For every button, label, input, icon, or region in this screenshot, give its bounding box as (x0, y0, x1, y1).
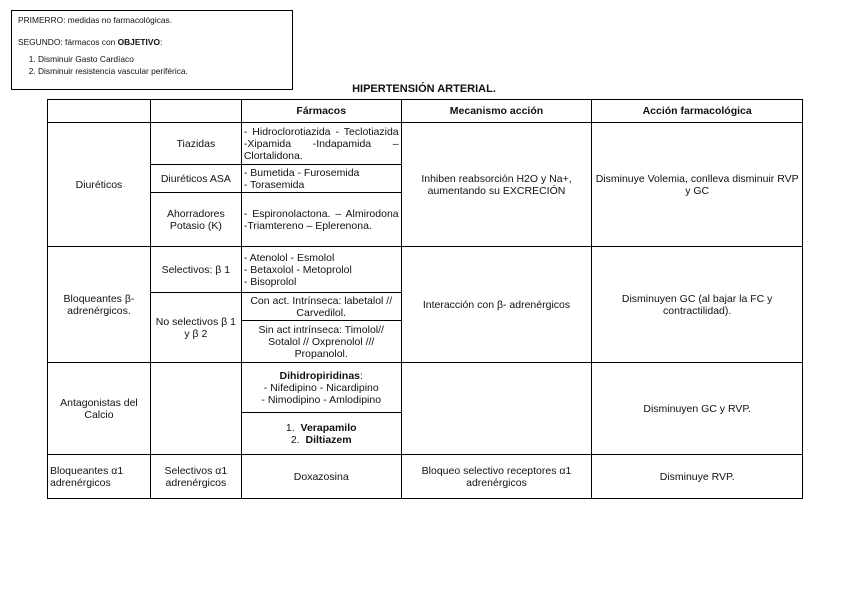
group-beta: Bloqueantes β-adrenérgicos. (48, 247, 151, 363)
note-second-suffix: : (159, 37, 163, 47)
header-row (48, 100, 803, 123)
drugs-con-act: Con act. Intrínseca: labetalol // Carvedilol. (241, 293, 401, 321)
drugs-calcio-others (241, 413, 401, 455)
mecanismo-alfa: Bloqueo selectivo receptores α1 adrenérgicos (401, 455, 592, 499)
header-farmacos: Fármacos (241, 100, 401, 123)
group-alfa: Bloqueantes α1 adrenérgicos (48, 455, 151, 499)
note-second-bold: OBJETIVO (117, 37, 160, 47)
drugs-selectivos-beta (241, 247, 401, 293)
drugs-asa-line-2: - Torasemida (243, 178, 305, 191)
dhp-line-1: - Nifedipino - Nicardipino (263, 381, 379, 394)
note-objective-2: 2. Disminuir resistencia vascular periférica. (38, 66, 286, 77)
table-row (48, 455, 803, 499)
notes-box (11, 10, 293, 90)
drugs-alfa: Doxazosina (241, 455, 401, 499)
dhp-title-colon: : (360, 369, 363, 382)
calcio-other-2 (244, 434, 399, 446)
drugs-asa-line-1: - Bumetida - Furosemida (243, 166, 360, 179)
group-diureticos: Diuréticos (48, 123, 151, 247)
drugs-tiazidas: - Hidroclorotiazida - Teclotiazida -Xipamida -Indapamida – Clortalidona. (241, 123, 401, 165)
note-first: PRIMERRO: medidas no farmacológicas. (18, 15, 173, 25)
dhp-title (244, 370, 399, 382)
hypertension-table (47, 99, 803, 499)
subgroup-calcio-empty (150, 363, 241, 455)
calcio-other-1-number: 1. (285, 421, 295, 434)
calcio-other-2-name: Diltiazem (305, 433, 352, 446)
subgroup-alfa: Selectivos α1 adrenérgicos (150, 455, 241, 499)
group-calcio: Antagonistas del Calcio (48, 363, 151, 455)
calcio-other-1-name: Verapamilo (300, 421, 357, 434)
calcio-other-1 (244, 422, 399, 434)
accion-diureticos: Disminuye Volemia, conlleva disminuir RVP y GC (592, 123, 803, 247)
subgroup-asa: Diuréticos ASA (150, 165, 241, 193)
mecanismo-beta: Interacción con β- adrenérgicos (401, 247, 592, 363)
drugs-dhp (241, 363, 401, 413)
drugs-selectivos-line-1: - Atenolol - Esmolol (243, 251, 335, 264)
accion-alfa: Disminuye RVP. (592, 455, 803, 499)
note-second-prefix: SEGUNDO: fármacos con (18, 37, 118, 47)
dhp-line-2: - Nimodipino - Amlodipino (261, 393, 382, 406)
table-row (48, 363, 803, 413)
table-row (48, 123, 803, 165)
subgroup-no-selectivos: No selectivos β 1 y β 2 (150, 293, 241, 363)
subgroup-selectivos-beta: Selectivos: β 1 (150, 247, 241, 293)
page-title: HIPERTENSIÓN ARTERIAL. (352, 83, 496, 95)
accion-beta: Disminuyen GC (al bajar la FC y contractilidad). (592, 247, 803, 363)
mecanismo-diureticos: Inhiben reabsorción H2O y Na+, aumentando su EXCRECIÓN (401, 123, 592, 247)
drugs-selectivos-line-2: - Betaxolol - Metoprolol (243, 263, 352, 276)
note-second (18, 37, 286, 48)
calcio-other-2-number: 2. (290, 433, 300, 446)
subgroup-ahorradores: Ahorradores Potasio (K) (150, 193, 241, 247)
table-row (48, 247, 803, 293)
dhp-title-bold: Dihidropiridinas (279, 369, 361, 382)
drugs-selectivos-line-3: - Bisoprolol (243, 275, 297, 288)
accion-calcio: Disminuyen GC y RVP. (592, 363, 803, 455)
subgroup-tiazidas: Tiazidas (150, 123, 241, 165)
header-mecanismo: Mecanismo acción (401, 100, 592, 123)
header-empty-1 (48, 100, 151, 123)
header-empty-2 (150, 100, 241, 123)
drugs-sin-act: Sin act intrínseca: Timolol// Sotalol // Oxprenolol /// Propanolol. (241, 321, 401, 363)
note-objective-1: 1. Disminuir Gasto Cardíaco (38, 54, 286, 65)
mecanismo-calcio-empty (401, 363, 592, 455)
drugs-ahorradores: - Espironolactona. – Almirodona -Triamtereno – Eplerenona. (241, 193, 401, 247)
note-objectives-list (18, 54, 286, 77)
drugs-asa (241, 165, 401, 193)
header-accion: Acción farmacológica (592, 100, 803, 123)
